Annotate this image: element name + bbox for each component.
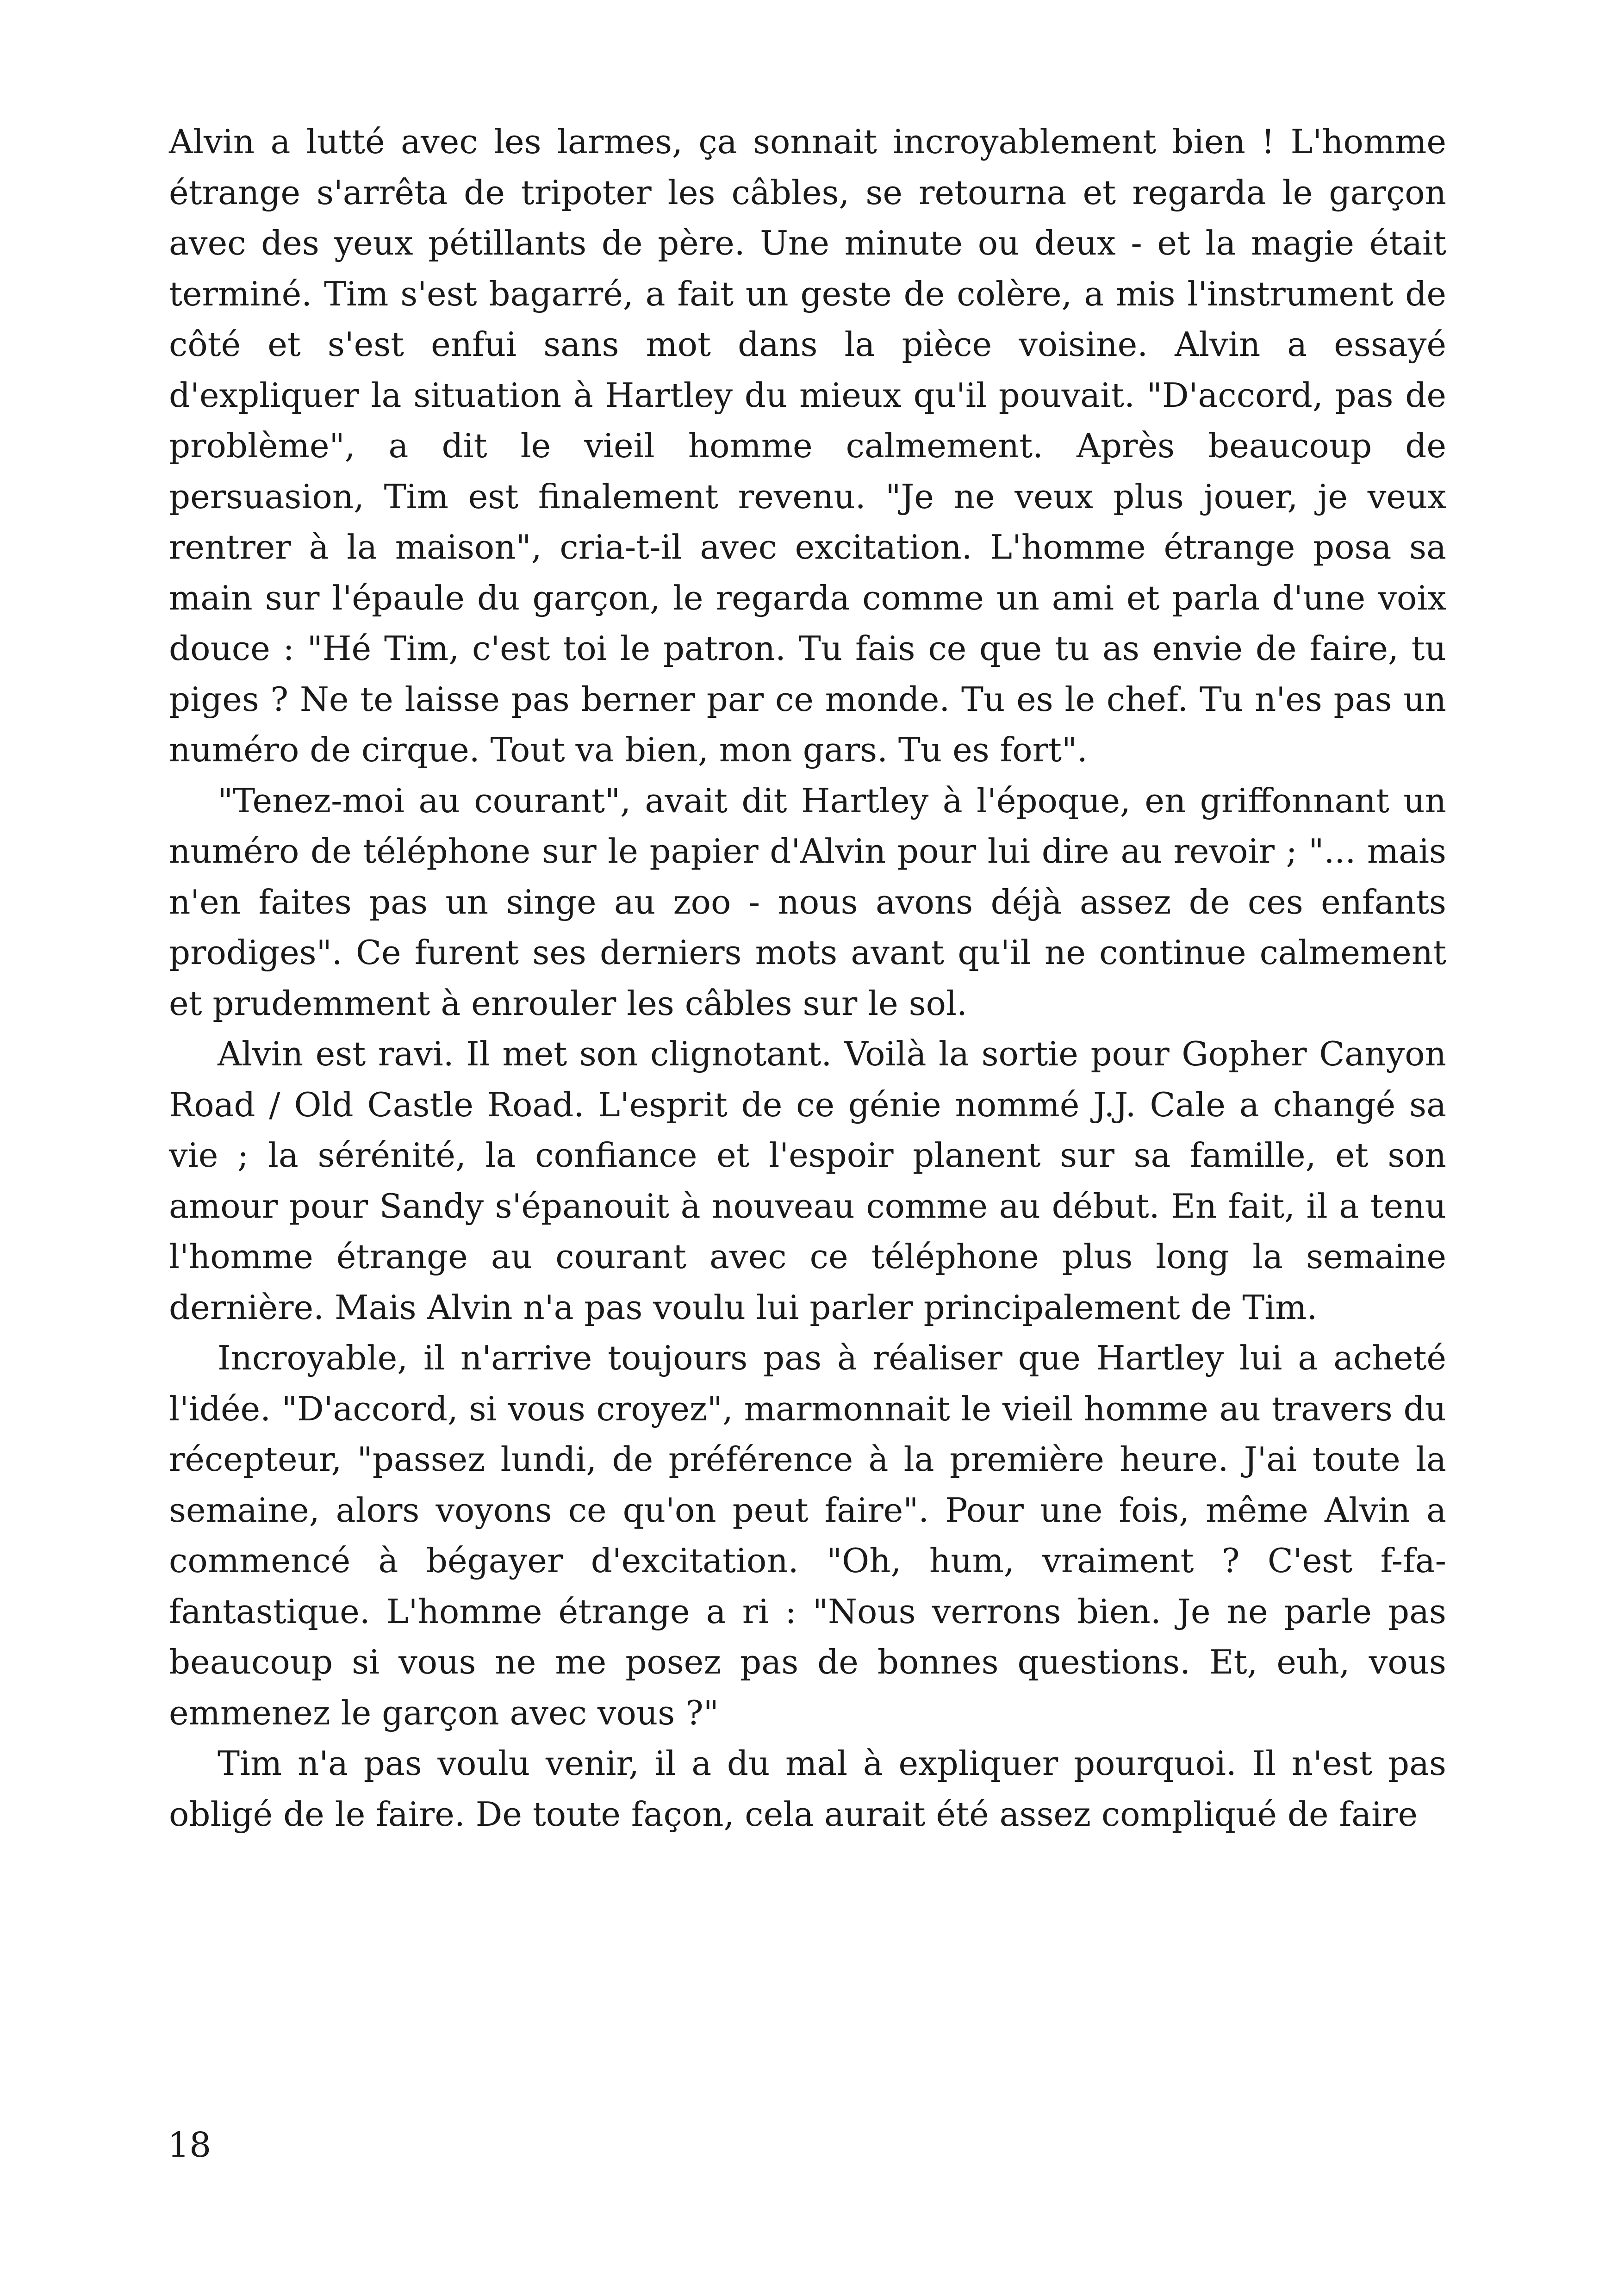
paragraph-5: Tim n'a pas voulu venir, il a du mal à expliquer pourquoi. Il n'est pas obligé de le faire. De toute façon, cela aurait été assez compliqué de faire xyxy=(169,1744,1446,1834)
page-number: 18 xyxy=(168,2125,212,2165)
paragraph-3: Alvin est ravi. Il met son clignotant. Voilà la sortie pour Gopher Canyon Road / Old Castle Road. L'esprit de ce génie nommé J.J. Cale a changé sa vie ; la sérénité, la confiance et l'espoir planent sur sa famille, et son amour pour Sandy s'épanouit à nouveau comme au début. En fait, il a tenu l'homme étrange au courant avec ce téléphone plus long la semaine dernière. Mais Alvin n'a pas voulu lui parler principalement de Tim. xyxy=(169,1034,1446,1327)
paragraph-2: "Tenez-moi au courant", avait dit Hartley à l'époque, en griffonnant un numéro de téléphone sur le papier d'Alvin pour lui dire au revoir ; "... mais n'en faites pas un singe au zoo - nous avons déjà assez de ces enfants prodiges". Ce furent ses derniers mots avant qu'il ne continue calmement et prudemment à enrouler les câbles sur le sol. xyxy=(169,781,1446,1023)
body-text xyxy=(169,117,1446,1840)
paragraph-1: Alvin a lutté avec les larmes, ça sonnait incroyablement bien ! L'homme étrange s'arrêta de tripoter les câbles, se retourna et regarda le garçon avec des yeux pétillants de père. Une minute ou deux - et la magie était terminé. Tim s'est bagarré, a fait un geste de colère, a mis l'instrument de côté et s'est enfui sans mot dans la pièce voisine. Alvin a essayé d'expliquer la situation à Hartley du mieux qu'il pouvait. "D'accord, pas de problème", a dit le vieil homme calmement. Après beaucoup de persuasion, Tim est finalement revenu. "Je ne veux plus jouer, je veux rentrer à la maison", cria-t-il avec excitation. L'homme étrange posa sa main sur l'épaule du garçon, le regarda comme un ami et parla d'une voix douce : "Hé Tim, c'est toi le patron. Tu fais ce que tu as envie de faire, tu piges ? Ne te laisse pas berner par ce monde. Tu es le chef. Tu n'es pas un numéro de cirque. Tout va bien, mon gars. Tu es fort". xyxy=(169,122,1446,769)
paragraph-4: Incroyable, il n'arrive toujours pas à réaliser que Hartley lui a acheté l'idée. "D'accord, si vous croyez", marmonnait le vieil homme au travers du récepteur, "passez lundi, de préférence à la première heure. J'ai toute la semaine, alors voyons ce qu'on peut faire". Pour une fois, même Alvin a commencé à bégayer d'excitation. "Oh, hum, vraiment ? C'est f-fa-fantastique. L'homme étrange a ri : "Nous verrons bien. Je ne parle pas beaucoup si vous ne me posez pas de bonnes questions. Et, euh, vous emmenez le garçon avec vous ?" xyxy=(169,1338,1446,1732)
